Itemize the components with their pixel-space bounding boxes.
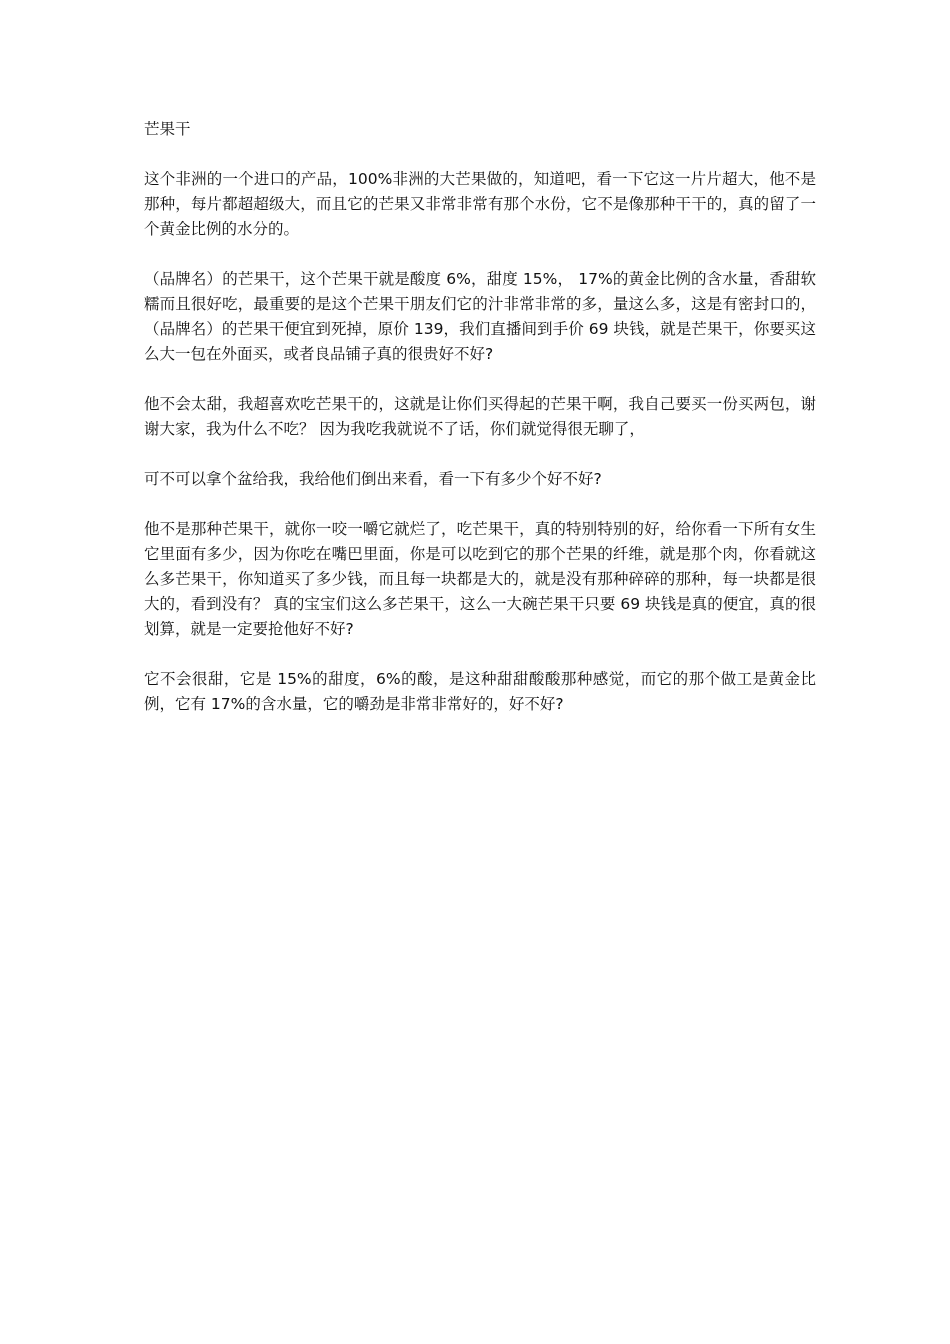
paragraph-3: 他不会太甜，我超喜欢吃芒果干的，这就是让你们买得起的芒果干啊，我自己要买一份买两包，谢谢大家，我为什么不吃？ 因为我吃我就说不了话，你们就觉得很无聊了， xyxy=(144,395,816,438)
document-body xyxy=(144,117,816,742)
paragraph-1: 这个非洲的一个进口的产品，100%非洲的大芒果做的，知道吧，看一下它这一片片超大，他不是那种，每片都超超级大，而且它的芒果又非常非常有那个水份，它不是像那种干干的，真的留了一个黄金比例的水分的。 xyxy=(144,170,816,238)
paragraph-6: 它不会很甜，它是 15%的甜度，6%的酸，是这种甜甜酸酸那种感觉，而它的那个做工是黄金比例，它有 17%的含水量，它的嚼劲是非常非常好的，好不好? xyxy=(144,670,816,713)
paragraph-2: （品牌名）的芒果干，这个芒果干就是酸度 6%，甜度 15%， 17%的黄金比例的含水量，香甜软糯而且很好吃，最重要的是这个芒果干朋友们它的汁非常非常的多，量这么多，这是有密封口的，（品牌名）的芒果干便宜到死掉，原价 139，我们直播间到手价 69 块钱，就是芒果干，你要买这么大一包在外面买，或者良品铺子真的很贵好不好? xyxy=(144,270,816,363)
paragraph-5: 他不是那种芒果干，就你一咬一嚼它就烂了，吃芒果干，真的特别特别的好，给你看一下所有女生它里面有多少，因为你吃在嘴巴里面，你是可以吃到它的那个芒果的纤维，就是那个肉，你看就这么多芒果干，你知道买了多少钱，而且每一块都是大的，就是没有那种碎碎的那种，每一块都是很大的，看到没有？ 真的宝宝们这么多芒果干，这么一大碗芒果干只要 69 块钱是真的便宜，真的很划算，就是一定要抢他好不好? xyxy=(144,520,816,638)
document-title: 芒果干 xyxy=(144,120,191,138)
paragraph-4: 可不可以拿个盆给我，我给他们倒出来看，看一下有多少个好不好? xyxy=(144,470,602,488)
